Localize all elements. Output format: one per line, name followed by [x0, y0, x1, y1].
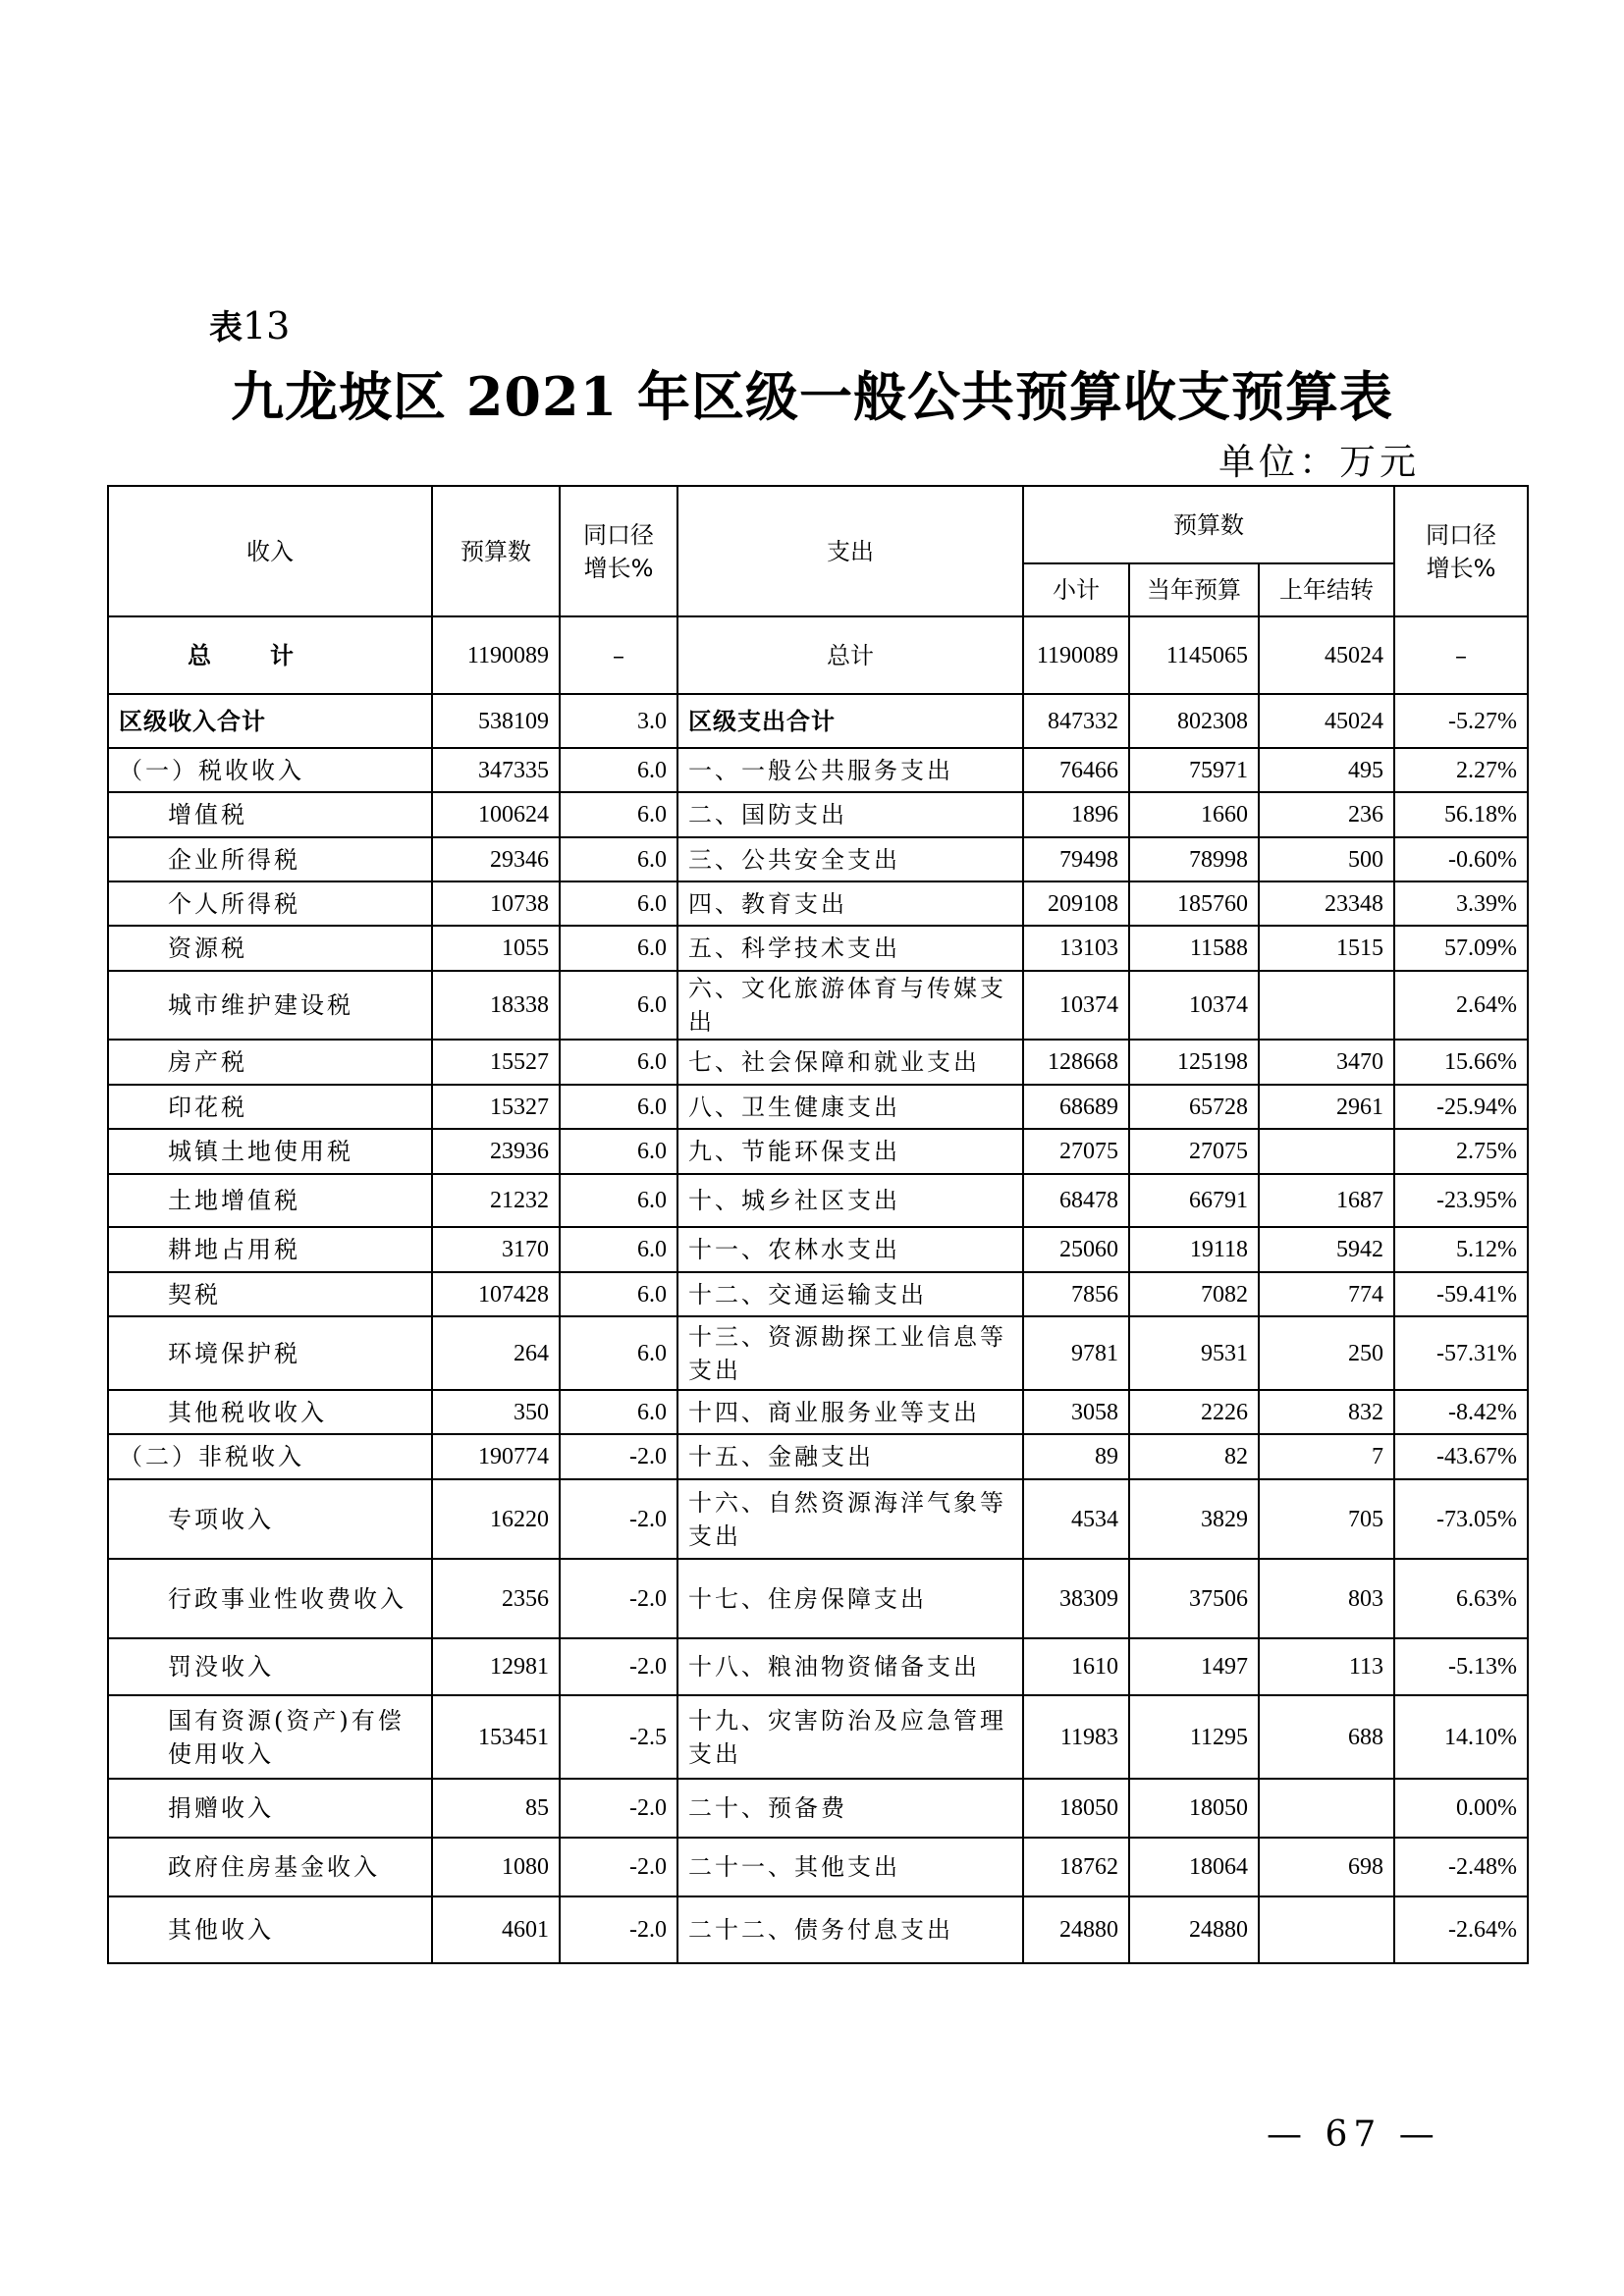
income-label: 其他收入	[108, 1896, 432, 1963]
exp-carried-over	[1259, 1779, 1394, 1838]
exp-subtotal: 68478	[1023, 1174, 1129, 1227]
expenditure-label: 二十、预备费	[677, 1779, 1023, 1838]
total-carried: 45024	[1259, 616, 1394, 694]
expenditure-label: 区级支出合计	[677, 694, 1023, 748]
exp-growth: -5.13%	[1394, 1638, 1528, 1695]
header-exp-growth-line1: 同口径	[1426, 520, 1497, 549]
exp-carried-over: 803	[1259, 1559, 1394, 1638]
exp-subtotal: 128668	[1023, 1040, 1129, 1085]
income-growth: 6.0	[560, 1129, 677, 1174]
expenditure-label: 六、文化旅游体育与传媒支出	[677, 971, 1023, 1040]
exp-growth: 15.66%	[1394, 1040, 1528, 1085]
exp-current-year: 802308	[1129, 694, 1259, 748]
total-income-label: 总计	[108, 616, 432, 694]
income-label: 个人所得税	[108, 881, 432, 926]
exp-current-year: 3829	[1129, 1479, 1259, 1559]
table-row	[108, 1779, 1528, 1838]
exp-current-year: 27075	[1129, 1129, 1259, 1174]
exp-carried-over: 495	[1259, 748, 1394, 792]
income-label: （一）税收收入	[108, 748, 432, 792]
income-label: 城市维护建设税	[108, 971, 432, 1040]
income-growth: -2.0	[560, 1779, 677, 1838]
income-growth: 6.0	[560, 1227, 677, 1272]
exp-subtotal: 25060	[1023, 1227, 1129, 1272]
table-row	[108, 1479, 1528, 1559]
table-row	[108, 971, 1528, 1040]
income-growth: -2.0	[560, 1838, 677, 1896]
expenditure-label: 十五、金融支出	[677, 1434, 1023, 1479]
income-label: 政府住房基金收入	[108, 1838, 432, 1896]
budget-table	[107, 485, 1529, 1964]
exp-subtotal: 9781	[1023, 1316, 1129, 1390]
table-row	[108, 1272, 1528, 1316]
income-growth: 6.0	[560, 837, 677, 881]
exp-current-year: 66791	[1129, 1174, 1259, 1227]
income-label: 土地增值税	[108, 1174, 432, 1227]
header-income-growth-line2: 增长%	[583, 554, 654, 582]
exp-carried-over	[1259, 1896, 1394, 1963]
exp-subtotal: 1896	[1023, 792, 1129, 837]
unit-label: 单位：万元	[1218, 441, 1420, 483]
income-budget: 3170	[432, 1227, 560, 1272]
exp-growth: 0.00%	[1394, 1779, 1528, 1838]
exp-subtotal: 18762	[1023, 1838, 1129, 1896]
exp-growth: -43.67%	[1394, 1434, 1528, 1479]
total-income-budget: 1190089	[432, 616, 560, 694]
table-number-value: 13	[243, 304, 291, 347]
table-row	[108, 694, 1528, 748]
exp-subtotal: 4534	[1023, 1479, 1129, 1559]
expenditure-label: 十七、住房保障支出	[677, 1559, 1023, 1638]
header-current-year: 当年预算	[1129, 563, 1259, 616]
income-budget: 107428	[432, 1272, 560, 1316]
income-budget: 1080	[432, 1838, 560, 1896]
total-subtotal: 1190089	[1023, 616, 1129, 694]
exp-growth: 2.27%	[1394, 748, 1528, 792]
expenditure-label: 十六、自然资源海洋气象等支出	[677, 1479, 1023, 1559]
table-row	[108, 1434, 1528, 1479]
exp-current-year: 10374	[1129, 971, 1259, 1040]
exp-current-year: 75971	[1129, 748, 1259, 792]
exp-growth: 5.12%	[1394, 1227, 1528, 1272]
exp-carried-over: 7	[1259, 1434, 1394, 1479]
table-row	[108, 1040, 1528, 1085]
exp-current-year: 19118	[1129, 1227, 1259, 1272]
income-budget: 350	[432, 1390, 560, 1434]
income-label: 专项收入	[108, 1479, 432, 1559]
income-label: 区级收入合计	[108, 694, 432, 748]
income-growth: 6.0	[560, 1040, 677, 1085]
exp-carried-over: 45024	[1259, 694, 1394, 748]
income-label: 行政事业性收费收入	[108, 1559, 432, 1638]
income-budget: 85	[432, 1779, 560, 1838]
exp-current-year: 24880	[1129, 1896, 1259, 1963]
header-income-growth-line1: 同口径	[583, 520, 654, 549]
exp-growth: -5.27%	[1394, 694, 1528, 748]
income-budget: 21232	[432, 1174, 560, 1227]
income-budget: 2356	[432, 1559, 560, 1638]
exp-growth: -0.60%	[1394, 837, 1528, 881]
exp-carried-over: 832	[1259, 1390, 1394, 1434]
exp-carried-over: 1687	[1259, 1174, 1394, 1227]
table-row	[108, 1316, 1528, 1390]
total-current: 1145065	[1129, 616, 1259, 694]
income-label: 房产税	[108, 1040, 432, 1085]
expenditure-label: 三、公共安全支出	[677, 837, 1023, 881]
expenditure-label: 五、科学技术支出	[677, 926, 1023, 971]
expenditure-label: 二十一、其他支出	[677, 1838, 1023, 1896]
income-label: 耕地占用税	[108, 1227, 432, 1272]
table-row	[108, 748, 1528, 792]
expenditure-label: 四、教育支出	[677, 881, 1023, 926]
table-row	[108, 1390, 1528, 1434]
income-budget: 347335	[432, 748, 560, 792]
income-growth: 6.0	[560, 792, 677, 837]
exp-current-year: 7082	[1129, 1272, 1259, 1316]
income-budget: 16220	[432, 1479, 560, 1559]
expenditure-label: 十二、交通运输支出	[677, 1272, 1023, 1316]
exp-carried-over: 500	[1259, 837, 1394, 881]
exp-growth: 57.09%	[1394, 926, 1528, 971]
header-expenditure: 支出	[677, 486, 1023, 616]
exp-current-year: 11588	[1129, 926, 1259, 971]
table-row	[108, 1227, 1528, 1272]
exp-carried-over: 1515	[1259, 926, 1394, 971]
exp-growth: -59.41%	[1394, 1272, 1528, 1316]
income-budget: 190774	[432, 1434, 560, 1479]
header-income: 收入	[108, 486, 432, 616]
exp-subtotal: 79498	[1023, 837, 1129, 881]
income-budget: 18338	[432, 971, 560, 1040]
table-row	[108, 1174, 1528, 1227]
exp-subtotal: 27075	[1023, 1129, 1129, 1174]
income-growth: 6.0	[560, 1174, 677, 1227]
income-budget: 12981	[432, 1638, 560, 1695]
exp-current-year: 37506	[1129, 1559, 1259, 1638]
expenditure-label: 十三、资源勘探工业信息等支出	[677, 1316, 1023, 1390]
expenditure-label: 二、国防支出	[677, 792, 1023, 837]
header-income-growth	[560, 486, 677, 616]
income-growth: 3.0	[560, 694, 677, 748]
exp-subtotal: 11983	[1023, 1695, 1129, 1779]
income-label: 企业所得税	[108, 837, 432, 881]
total-exp-label: 总计	[677, 616, 1023, 694]
exp-current-year: 9531	[1129, 1316, 1259, 1390]
exp-current-year: 2226	[1129, 1390, 1259, 1434]
expenditure-label: 十四、商业服务业等支出	[677, 1390, 1023, 1434]
exp-subtotal: 18050	[1023, 1779, 1129, 1838]
exp-current-year: 78998	[1129, 837, 1259, 881]
income-growth: -2.0	[560, 1559, 677, 1638]
income-growth: 6.0	[560, 926, 677, 971]
income-growth: 6.0	[560, 1272, 677, 1316]
exp-growth: -57.31%	[1394, 1316, 1528, 1390]
table-row	[108, 837, 1528, 881]
income-growth: 6.0	[560, 1085, 677, 1129]
income-label: 环境保护税	[108, 1316, 432, 1390]
expenditure-label: 十九、灾害防治及应急管理支出	[677, 1695, 1023, 1779]
exp-carried-over: 113	[1259, 1638, 1394, 1695]
income-budget: 264	[432, 1316, 560, 1390]
exp-current-year: 185760	[1129, 881, 1259, 926]
income-label: 城镇土地使用税	[108, 1129, 432, 1174]
income-budget: 23936	[432, 1129, 560, 1174]
header-carried-over: 上年结转	[1259, 563, 1394, 616]
exp-growth: -23.95%	[1394, 1174, 1528, 1227]
income-growth: -2.0	[560, 1638, 677, 1695]
exp-growth: 14.10%	[1394, 1695, 1528, 1779]
expenditure-label: 十八、粮油物资储备支出	[677, 1638, 1023, 1695]
total-income-growth: –	[560, 616, 677, 694]
exp-growth: -25.94%	[1394, 1085, 1528, 1129]
exp-current-year: 18050	[1129, 1779, 1259, 1838]
income-budget: 29346	[432, 837, 560, 881]
income-label: 其他税收收入	[108, 1390, 432, 1434]
income-growth: -2.0	[560, 1896, 677, 1963]
income-label: 增值税	[108, 792, 432, 837]
table-row	[108, 926, 1528, 971]
income-budget: 1055	[432, 926, 560, 971]
exp-subtotal: 3058	[1023, 1390, 1129, 1434]
income-growth: 6.0	[560, 748, 677, 792]
income-growth: 6.0	[560, 1390, 677, 1434]
exp-growth: -2.48%	[1394, 1838, 1528, 1896]
exp-carried-over	[1259, 1129, 1394, 1174]
income-growth: 6.0	[560, 1316, 677, 1390]
exp-carried-over: 698	[1259, 1838, 1394, 1896]
expenditure-label: 十、城乡社区支出	[677, 1174, 1023, 1227]
table-row	[108, 792, 1528, 837]
income-label: 印花税	[108, 1085, 432, 1129]
exp-growth: -73.05%	[1394, 1479, 1528, 1559]
exp-growth: 2.75%	[1394, 1129, 1528, 1174]
income-budget: 15327	[432, 1085, 560, 1129]
exp-subtotal: 7856	[1023, 1272, 1129, 1316]
expenditure-label: 十一、农林水支出	[677, 1227, 1023, 1272]
page-number: — 67 —	[1267, 2114, 1440, 2155]
income-label: 罚没收入	[108, 1638, 432, 1695]
header-exp-budget: 预算数	[1023, 486, 1394, 563]
income-growth: -2.0	[560, 1434, 677, 1479]
exp-growth: -8.42%	[1394, 1390, 1528, 1434]
income-budget: 538109	[432, 694, 560, 748]
expenditure-label: 二十二、债务付息支出	[677, 1896, 1023, 1963]
table-row	[108, 1838, 1528, 1896]
exp-current-year: 11295	[1129, 1695, 1259, 1779]
income-growth: 6.0	[560, 881, 677, 926]
exp-current-year: 125198	[1129, 1040, 1259, 1085]
income-label: 契税	[108, 1272, 432, 1316]
total-exp-growth: –	[1394, 616, 1528, 694]
table-row	[108, 1559, 1528, 1638]
header-exp-growth	[1394, 486, 1528, 616]
table-row	[108, 1896, 1528, 1963]
exp-current-year: 1497	[1129, 1638, 1259, 1695]
exp-subtotal: 76466	[1023, 748, 1129, 792]
exp-carried-over: 2961	[1259, 1085, 1394, 1129]
exp-subtotal: 38309	[1023, 1559, 1129, 1638]
income-budget: 4601	[432, 1896, 560, 1963]
exp-carried-over: 23348	[1259, 881, 1394, 926]
exp-carried-over	[1259, 971, 1394, 1040]
exp-subtotal: 13103	[1023, 926, 1129, 971]
table-row	[108, 881, 1528, 926]
income-label: （二）非税收入	[108, 1434, 432, 1479]
exp-carried-over: 688	[1259, 1695, 1394, 1779]
exp-subtotal: 847332	[1023, 694, 1129, 748]
income-label: 捐赠收入	[108, 1779, 432, 1838]
exp-current-year: 18064	[1129, 1838, 1259, 1896]
income-growth: -2.0	[560, 1479, 677, 1559]
exp-subtotal: 10374	[1023, 971, 1129, 1040]
header-exp-growth-line2: 增长%	[1426, 554, 1496, 582]
total-row	[108, 616, 1528, 694]
income-budget: 15527	[432, 1040, 560, 1085]
income-growth: 6.0	[560, 971, 677, 1040]
page-title: 九龙坡区 2021 年区级一般公共预算收支预算表	[231, 365, 1393, 428]
exp-carried-over: 705	[1259, 1479, 1394, 1559]
exp-carried-over: 236	[1259, 792, 1394, 837]
exp-growth: 6.63%	[1394, 1559, 1528, 1638]
exp-current-year: 65728	[1129, 1085, 1259, 1129]
exp-subtotal: 68689	[1023, 1085, 1129, 1129]
income-budget: 153451	[432, 1695, 560, 1779]
exp-current-year: 82	[1129, 1434, 1259, 1479]
expenditure-label: 一、一般公共服务支出	[677, 748, 1023, 792]
exp-carried-over: 250	[1259, 1316, 1394, 1390]
exp-growth: 2.64%	[1394, 971, 1528, 1040]
table-row	[108, 1695, 1528, 1779]
exp-carried-over: 774	[1259, 1272, 1394, 1316]
exp-carried-over: 5942	[1259, 1227, 1394, 1272]
exp-current-year: 1660	[1129, 792, 1259, 837]
exp-subtotal: 209108	[1023, 881, 1129, 926]
expenditure-label: 七、社会保障和就业支出	[677, 1040, 1023, 1085]
table-row	[108, 1638, 1528, 1695]
table-number-prefix: 表	[209, 308, 243, 347]
income-label: 资源税	[108, 926, 432, 971]
exp-subtotal: 24880	[1023, 1896, 1129, 1963]
income-budget: 100624	[432, 792, 560, 837]
exp-growth: 3.39%	[1394, 881, 1528, 926]
table-row	[108, 1129, 1528, 1174]
header-income-budget: 预算数	[432, 486, 560, 616]
income-budget: 10738	[432, 881, 560, 926]
table-row	[108, 1085, 1528, 1129]
exp-growth: 56.18%	[1394, 792, 1528, 837]
header-subtotal: 小计	[1023, 563, 1129, 616]
exp-subtotal: 1610	[1023, 1638, 1129, 1695]
income-label: 国有资源(资产)有偿使用收入	[108, 1695, 432, 1779]
header-row	[108, 486, 1528, 563]
table-number	[209, 300, 290, 348]
income-growth: -2.5	[560, 1695, 677, 1779]
expenditure-label: 九、节能环保支出	[677, 1129, 1023, 1174]
exp-growth: -2.64%	[1394, 1896, 1528, 1963]
exp-carried-over: 3470	[1259, 1040, 1394, 1085]
expenditure-label: 八、卫生健康支出	[677, 1085, 1023, 1129]
exp-subtotal: 89	[1023, 1434, 1129, 1479]
